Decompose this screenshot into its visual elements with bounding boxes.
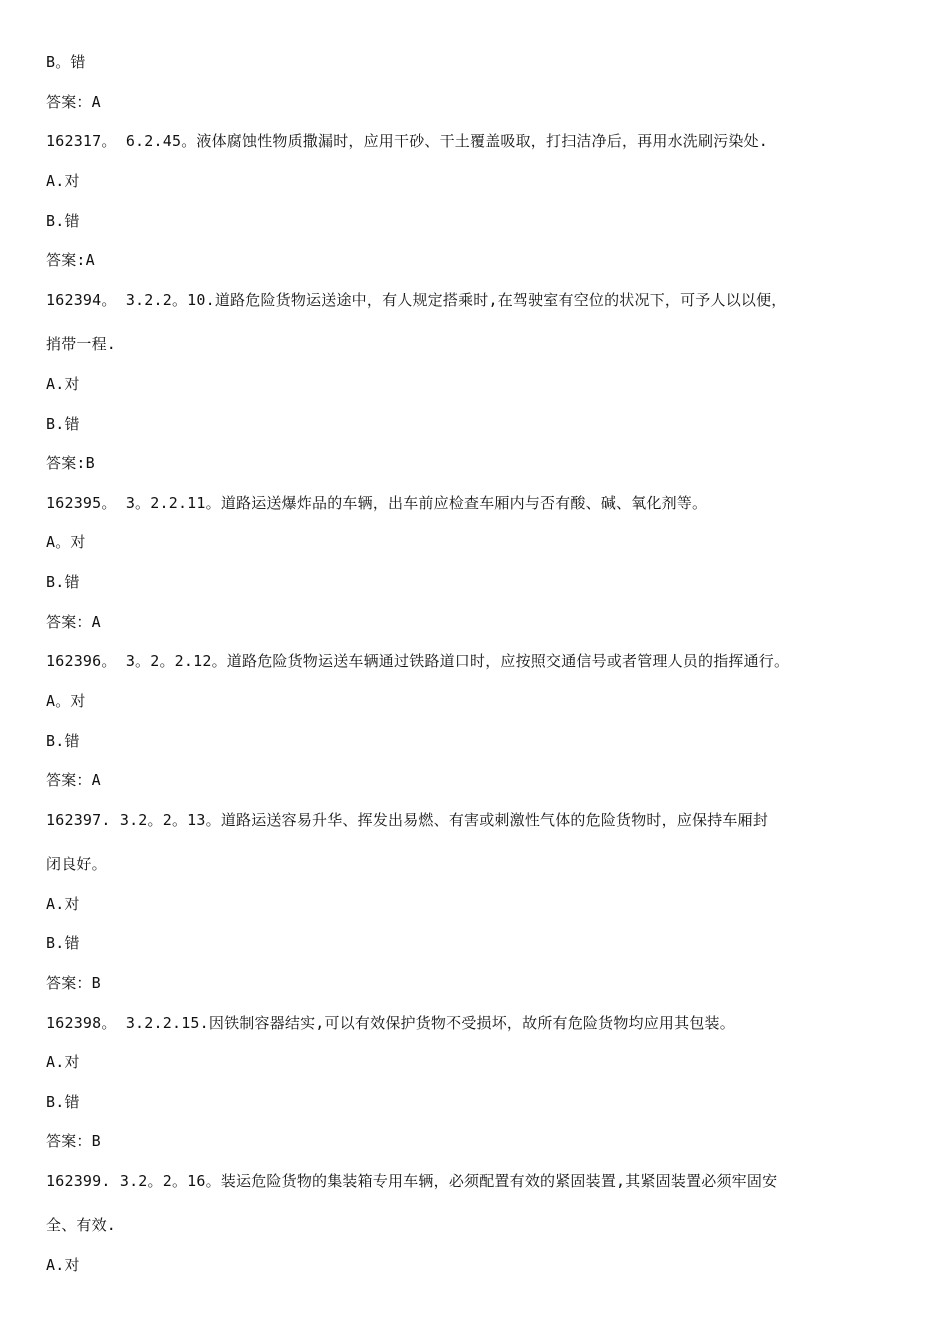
option-b: B.错 <box>46 934 80 952</box>
option-a: A。对 <box>46 533 86 551</box>
answer-line: 答案：A <box>46 771 101 789</box>
question-162398: 162398。 3.2.2.15.因铁制容器结实,可以有效保护货物不受损坏，故所有危险货物均应用其包装。 <box>46 1014 735 1032</box>
answer-line: 答案：A <box>46 613 101 631</box>
question-162317: 162317。 6.2.45。液体腐蚀性物质撒漏时，应用干砂、干土覆盖吸取，打扫洁净后，再用水洗刷污染处. <box>46 132 769 150</box>
answer-line: 答案：B <box>46 1132 101 1150</box>
question-162399: 162399. 3.2。2。16。装运危险货物的集装箱专用车辆，必须配置有效的紧固装置,其紧固装置必须牢固安 <box>46 1172 778 1190</box>
option-a: A.对 <box>46 1053 80 1071</box>
question-162397-continued: 闭良好。 <box>46 855 107 873</box>
question-162394-continued: 捎带一程. <box>46 335 117 353</box>
option-b: B.错 <box>46 415 80 433</box>
question-162399-continued: 全、有效. <box>46 1216 117 1234</box>
question-162396: 162396。 3。2。2.12。道路危险货物运送车辆通过铁路道口时，应按照交通信号或者管理人员的指挥通行。 <box>46 652 790 670</box>
answer-line: 答案:B <box>46 454 95 472</box>
answer-line: 答案：A <box>46 93 101 111</box>
option-b: B。错 <box>46 53 86 71</box>
option-b: B.错 <box>46 732 80 750</box>
option-a: A。对 <box>46 692 86 710</box>
option-a: A.对 <box>46 1256 80 1274</box>
option-b: B.错 <box>46 1093 80 1111</box>
option-b: B.错 <box>46 573 80 591</box>
option-a: A.对 <box>46 375 80 393</box>
option-a: A.对 <box>46 172 80 190</box>
question-162397: 162397. 3.2。2。13。道路运送容易升华、挥发出易燃、有害或刺激性气体的危险货物时，应保持车厢封 <box>46 811 769 829</box>
option-a: A.对 <box>46 895 80 913</box>
answer-line: 答案:A <box>46 251 95 269</box>
option-b: B.错 <box>46 212 80 230</box>
answer-line: 答案：B <box>46 974 101 992</box>
question-162394: 162394。 3.2.2。10.道路危险货物运送途中，有人规定搭乘时,在驾驶室有空位的状况下，可予人以以便， <box>46 291 787 309</box>
question-162395: 162395。 3。2.2.11。道路运送爆炸品的车辆，出车前应检查车厢内与否有酸、碱、氧化剂等。 <box>46 494 708 512</box>
